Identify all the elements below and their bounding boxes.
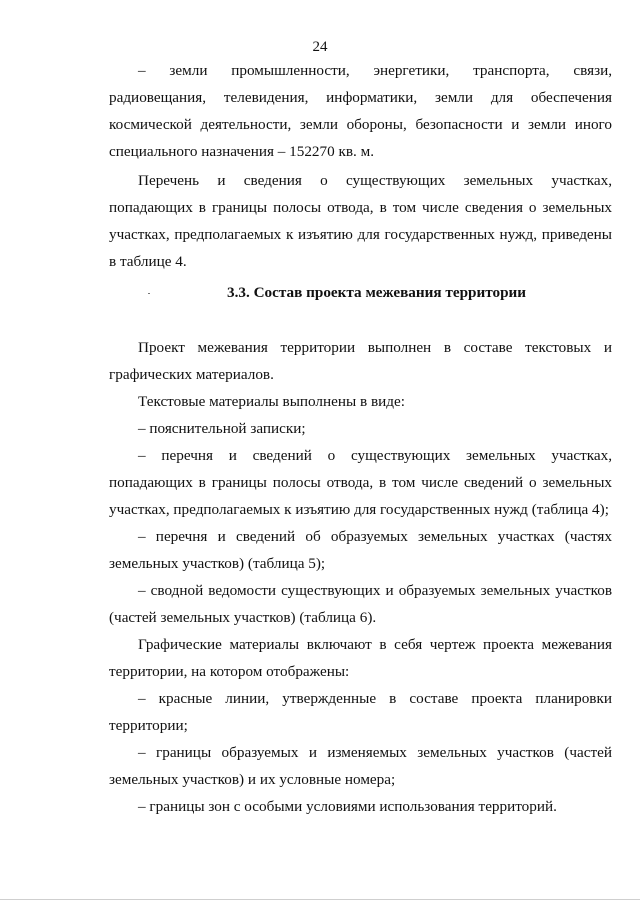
list-item-special-zones: – границы зон с особыми условиями использования территорий. xyxy=(138,798,557,815)
document-body xyxy=(109,57,612,820)
paragraph-composition: Проект межевания территории выполнен в составе текстовых и графических материалов. xyxy=(109,339,612,383)
scan-speck xyxy=(148,293,150,294)
section-heading: 3.3. Состав проекта межевания территории xyxy=(227,284,527,301)
list-item-formed-plots: – перечня и сведений об образуемых земельных участках (частях земельных участков) (таблица 5); xyxy=(109,528,612,572)
list-item-existing-plots: – перечня и сведений о существующих земельных участках, попадающих в границы полосы отвода, в том числе сведений о земельных участках, предполагаемых к изъятию для государственных нужд (таблица 4); xyxy=(109,447,612,518)
list-item-summary-statement: – сводной ведомости существующих и образуемых земельных участков (частей земельных участков) (таблица 6). xyxy=(109,582,612,626)
page-number: 24 xyxy=(312,39,328,55)
list-item-explanatory-note: – пояснительной записки; xyxy=(138,420,306,437)
paragraph-table4-reference: Перечень и сведения о существующих земельных участках, попадающих в границы полосы отвода, в том числе сведения о земельных участках, предполагаемых к изъятию для государственных нужд, приведены в таблице 4. xyxy=(109,172,612,270)
paragraph-land-categories: – земли промышленности, энергетики, транспорта, связи, радиовещания, телевидения, информатики, земли для обеспечения космической деятельности, земли обороны, безопасности и земли иного специального назначения – 152270 кв. м. xyxy=(109,62,612,160)
heading-spacer xyxy=(109,306,612,334)
paragraph-text-materials: Текстовые материалы выполнены в виде: xyxy=(138,393,405,410)
list-item-red-lines: – красные линии, утвержденные в составе проекта планировки территории; xyxy=(109,690,612,734)
paragraph-graphic-materials: Графические материалы включают в себя чертеж проекта межевания территории, на котором отображены: xyxy=(109,636,612,680)
scan-bottom-edge xyxy=(0,899,640,900)
list-item-plot-boundaries: – границы образуемых и изменяемых земельных участков (частей земельных участков) и их условные номера; xyxy=(109,744,612,788)
